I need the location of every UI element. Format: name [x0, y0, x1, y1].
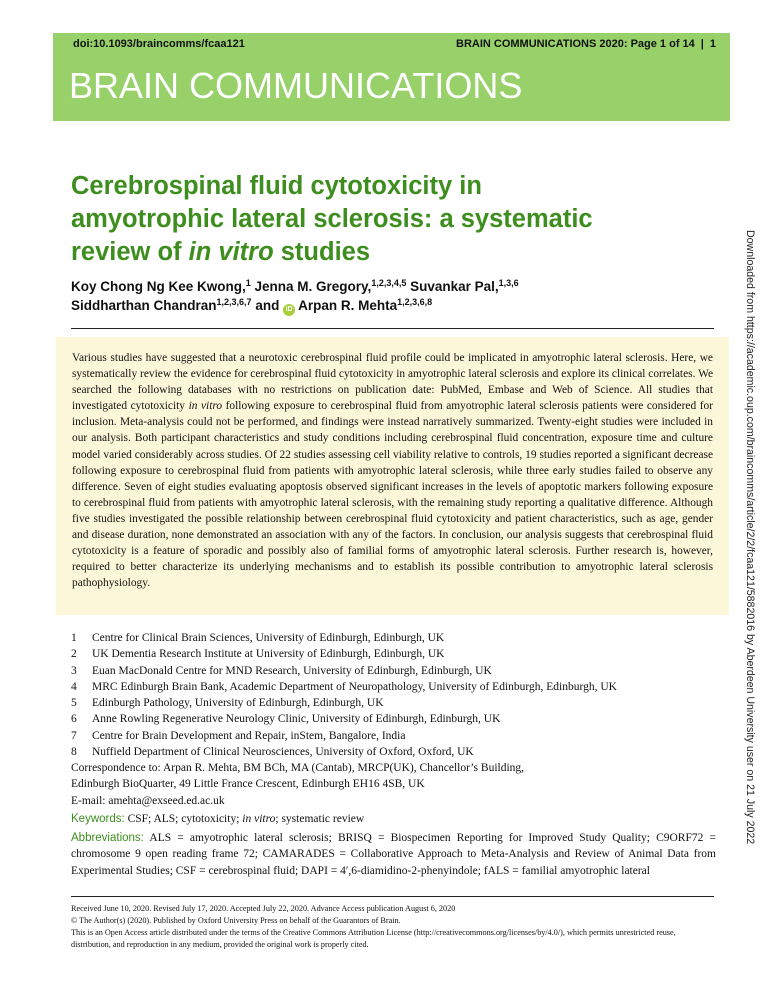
correspondence-block	[71, 760, 711, 809]
author-affiliation-sup: 1,3,6	[498, 278, 519, 288]
affiliation-text: UK Dementia Research Institute at University of Edinburgh, Edinburgh, UK	[92, 648, 445, 661]
abstract-box	[56, 337, 729, 615]
affiliation-text: Centre for Brain Development and Repair, inStem, Bangalore, India	[92, 729, 406, 742]
abbreviations-label: Abbreviations:	[71, 832, 144, 844]
affiliation-item	[71, 744, 711, 760]
title-line-3-post: studies	[273, 238, 371, 266]
running-head	[456, 38, 716, 50]
author-name[interactable]: Koy Chong Ng Kee Kwong,	[71, 279, 246, 294]
affiliation-number: 3	[71, 664, 77, 677]
footer-dates: Received June 10, 2020. Revised July 17, 2020. Accepted July 22, 2020. Advance Access publication August 6, 2020	[71, 904, 456, 913]
affiliation-item	[71, 728, 711, 744]
affiliation-number: 7	[71, 729, 77, 742]
affiliation-number: 1	[71, 632, 77, 644]
affiliation-number: 2	[71, 648, 77, 661]
keywords-line	[71, 811, 716, 827]
title-line-3-pre: review of	[71, 238, 189, 266]
author-list	[71, 277, 691, 316]
author-name[interactable]: Suvankar Pal,	[410, 279, 499, 294]
abstract-text-part-1: Various studies have suggested that a neurotoxic cerebrospinal fluid profile could be implicated in amyotrophic lateral sclerosis. Here, we systematically review the evidence for cerebrospinal fluid cytotoxicity in amyotrophic lateral sclerosis and explore its clinical correlates. We searched the following databases with no restrictions on publication date: PubMed, Embase and Web of Science. All studies that investigated cytotoxicity	[72, 352, 713, 413]
author-affiliation-sup: 1,2,3,6,7	[216, 297, 252, 307]
author-affiliation-sup: 1	[245, 278, 251, 288]
affiliation-item	[71, 630, 711, 646]
abbreviations-block	[71, 830, 716, 879]
page-number: 1	[709, 38, 716, 50]
footer-copyright: © The Author(s) (2020). Published by Oxford University Press on behalf of the Guarantors of Brain.	[71, 916, 401, 925]
title-line-2: amyotrophic lateral sclerosis: a systematic	[71, 205, 593, 233]
affiliation-text: Edinburgh Pathology, University of Edinburgh, Edinburgh, UK	[92, 697, 384, 710]
correspondence-line: Correspondence to: Arpan R. Mehta, BM BCh, MA (Cantab), MRCP(UK), Chancellor’s Building,	[71, 762, 525, 774]
affiliation-text: Centre for Clinical Brain Sciences, University of Edinburgh, Edinburgh, UK	[92, 632, 445, 644]
footer-divider	[71, 896, 714, 897]
author-affiliation-sup: 1,2,3,4,5	[371, 278, 407, 288]
running-head-text: BRAIN COMMUNICATIONS 2020: Page 1 of 14	[456, 38, 695, 50]
affiliation-number: 4	[71, 680, 77, 693]
affiliation-item	[71, 663, 711, 679]
affiliation-text: Nuffield Department of Clinical Neurosciences, University of Oxford, Oxford, UK	[92, 746, 474, 759]
author-conjunction: and	[255, 298, 280, 313]
affiliation-text: MRC Edinburgh Brain Bank, Academic Department of Neuropathology, University of Edinburgh, Edinburgh, UK	[92, 680, 617, 693]
journal-header-banner	[53, 33, 730, 121]
orcid-icon[interactable]: iD	[283, 304, 295, 316]
abbreviations-text: ALS = amyotrophic lateral sclerosis; BRISQ = Biospecimen Reporting for Improved Study Quality; C9ORF72 = chromosome 9 open reading frame 72; CAMARADES = Collaborative Approach to Meta-Analysis and Review of Animal Data from Experimental Studies; CSF = cerebrospinal fluid; DAPI = 4′,6-diamidino-2-phenyindole; fALS = familial amyotrophic lateral	[71, 832, 716, 877]
author-name[interactable]: Arpan R. Mehta	[298, 298, 398, 313]
keywords-label: Keywords:	[71, 813, 125, 825]
correspondence-line: Edinburgh BioQuarter, 49 Little France Crescent, Edinburgh EH16 4SB, UK	[71, 778, 425, 791]
affiliation-item	[71, 646, 711, 662]
title-line-3-italic: in vitro	[188, 238, 274, 266]
title-line-1: Cerebrospinal fluid cytotoxicity in	[71, 172, 482, 200]
running-head-separator: |	[700, 38, 704, 50]
title-divider	[71, 328, 714, 329]
doi-label[interactable]: doi:10.1093/braincomms/fcaa121	[73, 38, 245, 50]
journal-name: BRAIN COMMUNICATIONS	[69, 65, 523, 106]
abstract-italic: in vitro	[188, 400, 223, 413]
affiliation-text: Euan MacDonald Centre for MND Research, University of Edinburgh, Edinburgh, UK	[92, 664, 492, 677]
abstract-text-part-2: following exposure to cerebrospinal fluid from amyotrophic lateral sclerosis patients were considered for inclusion. Meta-analysis could not be performed, and findings were instead narratively summarized. Twenty-eight studies were included in our analysis. Both participant characteristics and study conditions including cerebrospinal fluid concentration, exposure time and culture model varied considerably across studies. Of 22 studies assessing cell viability relative to controls, 19 studies reported a significant decrease following exposure to cerebrospinal fluid from patients with amyotrophic lateral sclerosis, while three early studies failed to observe any difference. Seven of eight studies evaluating apoptosis observed significant increases in the levels of apoptotic markers following exposure to cerebrospinal fluid from patients with amyotrophic lateral sclerosis, with the remaining study reporting a qualitative difference. Although five studies investigated the possible relationship between cerebrospinal fluid cytotoxicity and patient characteristics, such as age, gender and disease duration, none demonstrated an association with any of the factors. In conclusion, our analysis suggests that cerebrospinal fluid cytotoxicity is a feature of sporadic and possibly also of familial forms of amyotrophic lateral sclerosis. Further research is, however, required to better characterize its underlying mechanisms and to establish its possible contribution to amyotrophic lateral sclerosis pathophysiology.	[72, 400, 713, 590]
keywords-text-post: ; systematic review	[275, 813, 365, 825]
affiliation-number: 6	[71, 713, 77, 726]
affiliation-item	[71, 679, 711, 695]
author-name[interactable]: Jenna M. Gregory,	[254, 279, 372, 294]
footer-license[interactable]: This is an Open Access article distributed under the terms of the Creative Commons Attribution License (http://creativecommons.org/licenses/by/4.0/), which permits unrestricted reuse, distribution, and reproduction in any medium, provided the original work is properly cited.	[71, 928, 676, 949]
author-name[interactable]: Siddharthan Chandran	[71, 298, 217, 313]
download-watermark	[740, 230, 756, 845]
affiliation-number: 8	[71, 746, 77, 759]
affiliation-list	[71, 630, 711, 760]
correspondence-email[interactable]: E-mail: amehta@exseed.ed.ac.uk	[71, 794, 225, 807]
abstract-text	[72, 350, 713, 591]
keywords-italic: in vitro	[242, 813, 276, 825]
affiliation-text: Anne Rowling Regenerative Neurology Clinic, University of Edinburgh, Edinburgh, UK	[92, 713, 501, 726]
author-affiliation-sup: 1,2,3,6,8	[397, 297, 433, 307]
article-title	[71, 170, 671, 269]
keywords-text-pre: CSF; ALS; cytotoxicity;	[127, 813, 243, 825]
affiliation-item	[71, 711, 711, 727]
affiliation-number: 5	[71, 697, 77, 710]
download-watermark-text: Downloaded from https://academic.oup.com/braincomms/article/2/2/fcaa121/5882016 by Aberdeen University user on 21 July 2022	[744, 230, 756, 845]
footer-notes	[71, 903, 716, 951]
affiliation-item	[71, 695, 711, 711]
